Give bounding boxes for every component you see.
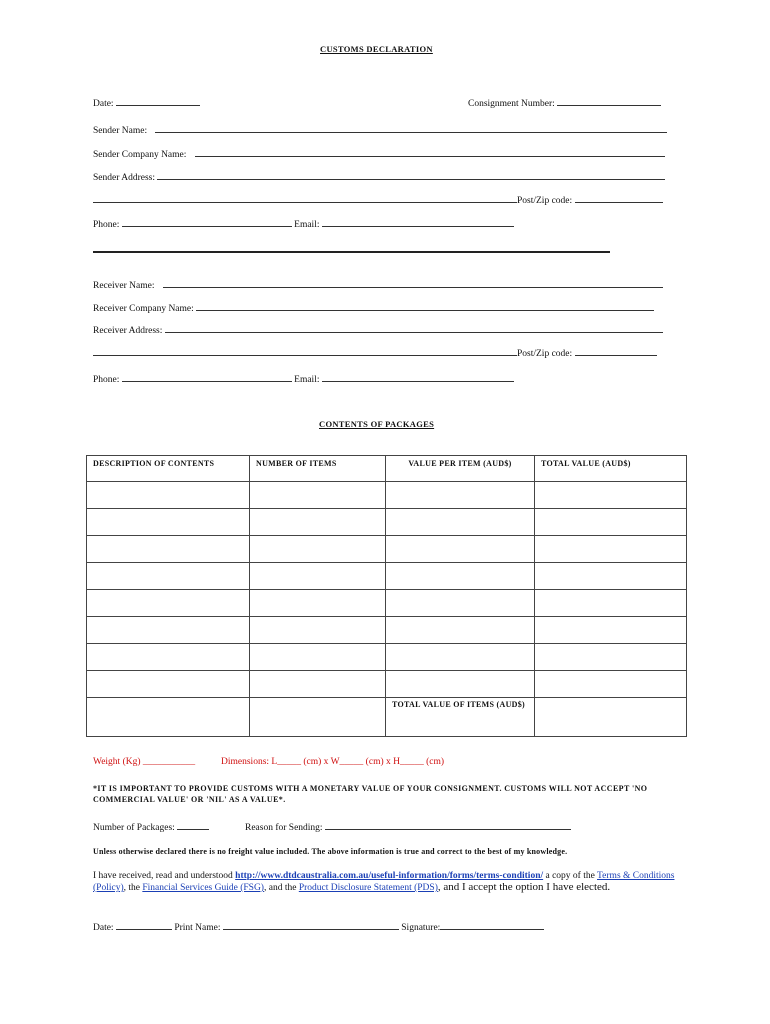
description-cell[interactable] xyxy=(87,590,250,617)
sender-address-field[interactable] xyxy=(93,170,665,183)
sender-address-line2[interactable] xyxy=(93,193,517,203)
description-cell[interactable] xyxy=(87,563,250,590)
number-cell[interactable] xyxy=(250,671,386,698)
sender-address-line2-field[interactable] xyxy=(93,193,663,206)
receiver-postzip-label: Post/Zip code: xyxy=(517,349,573,359)
table-row xyxy=(87,671,687,698)
agreement-middle: , and the xyxy=(263,883,299,893)
receiver-company-field[interactable] xyxy=(93,301,654,314)
consignment-number-label: Consignment Number: xyxy=(468,99,555,109)
number-of-packages-field[interactable] xyxy=(93,820,209,833)
consignment-number-line[interactable] xyxy=(557,96,661,106)
number-cell[interactable] xyxy=(250,644,386,671)
receiver-name-line[interactable] xyxy=(163,278,663,288)
value-cell[interactable] xyxy=(386,590,535,617)
sender-phone-line[interactable] xyxy=(122,217,292,227)
total-cell[interactable] xyxy=(535,617,687,644)
table-row xyxy=(87,482,687,509)
contents-table xyxy=(86,455,687,737)
receiver-phone-line[interactable] xyxy=(122,372,292,382)
number-cell[interactable] xyxy=(250,590,386,617)
total-row xyxy=(87,698,687,737)
table-row xyxy=(87,590,687,617)
receiver-name-label: Receiver Name: xyxy=(93,281,155,291)
signature-label: Signature: xyxy=(401,923,441,933)
reason-for-sending-field[interactable] xyxy=(245,820,571,833)
date-label: Date: xyxy=(93,99,114,109)
value-cell[interactable] xyxy=(386,536,535,563)
print-name-line[interactable] xyxy=(223,920,399,930)
consignment-number-field[interactable] xyxy=(468,96,661,109)
header-number-of-items: NUMBER OF ITEMS xyxy=(250,456,386,482)
description-cell[interactable] xyxy=(87,482,250,509)
pds-link[interactable]: Product Disclosure Statement (PDS) xyxy=(298,883,438,893)
description-cell[interactable] xyxy=(87,671,250,698)
sender-name-field[interactable] xyxy=(93,123,667,136)
receiver-company-line[interactable] xyxy=(196,301,654,311)
total-cell[interactable] xyxy=(535,482,687,509)
terms-conditions-link[interactable]: Terms & Conditions (Policy) xyxy=(93,871,675,893)
terms-url-link[interactable]: http://www.dtdcaustralia.com.au/useful-information/forms/terms-condition/ xyxy=(235,871,544,881)
date-field[interactable] xyxy=(93,96,200,109)
dimensions-field[interactable]: Dimensions: L_____ (cm) x W_____ (cm) x H_____ (cm) xyxy=(221,757,445,767)
description-cell[interactable] xyxy=(87,617,250,644)
sender-postzip-label: Post/Zip code: xyxy=(517,196,573,206)
table-row xyxy=(87,617,687,644)
page-title: CUSTOMS DECLARATION xyxy=(320,44,433,54)
sender-company-field[interactable] xyxy=(93,147,665,160)
sender-phone-email-field[interactable] xyxy=(93,217,514,230)
value-cell[interactable] xyxy=(386,509,535,536)
receiver-name-field[interactable] xyxy=(93,278,663,291)
total-cell[interactable] xyxy=(535,671,687,698)
weight-field[interactable]: Weight (Kg) ___________ xyxy=(93,757,196,767)
receiver-phone-email-field[interactable] xyxy=(93,372,514,385)
table-row xyxy=(87,563,687,590)
number-cell[interactable] xyxy=(250,509,386,536)
reason-for-sending-line[interactable] xyxy=(325,820,571,830)
value-cell[interactable] xyxy=(386,644,535,671)
agreement-middle: a copy of the xyxy=(543,871,598,881)
contents-title: CONTENTS OF PACKAGES xyxy=(319,419,435,429)
sender-phone-label: Phone: xyxy=(93,220,120,230)
sender-company-label: Sender Company Name: xyxy=(93,150,187,160)
header-description: DESCRIPTION OF CONTENTS xyxy=(87,456,250,482)
total-value-label: TOTAL VALUE OF ITEMS (AUD$) xyxy=(386,698,535,737)
total-cell[interactable] xyxy=(535,644,687,671)
number-cell[interactable] xyxy=(250,482,386,509)
receiver-email-line[interactable] xyxy=(322,372,514,382)
value-cell[interactable] xyxy=(386,482,535,509)
value-cell[interactable] xyxy=(386,563,535,590)
sender-email-label: Email: xyxy=(294,220,320,230)
header-total-value: TOTAL VALUE (AUD$) xyxy=(535,456,687,482)
sender-name-label: Sender Name: xyxy=(93,126,148,136)
total-cell[interactable] xyxy=(535,590,687,617)
reason-for-sending-label: Reason for Sending: xyxy=(245,823,323,833)
number-cell[interactable] xyxy=(250,698,386,737)
receiver-postzip-line[interactable] xyxy=(575,346,657,356)
number-cell[interactable] xyxy=(250,617,386,644)
header-value-per-item: VALUE PER ITEM (AUD$) xyxy=(386,456,535,482)
sender-address-label: Sender Address: xyxy=(93,173,156,183)
table-row xyxy=(87,536,687,563)
receiver-company-label: Receiver Company Name: xyxy=(93,304,194,314)
sender-email-line[interactable] xyxy=(322,217,514,227)
fsg-link[interactable]: Financial Services Guide (FSG) xyxy=(142,883,264,893)
receiver-address-label: Receiver Address: xyxy=(93,326,163,336)
footer-date-line[interactable] xyxy=(116,920,172,930)
sender-postzip-line[interactable] xyxy=(575,193,663,203)
receiver-address-line2-field[interactable] xyxy=(93,346,657,359)
receiver-phone-label: Phone: xyxy=(93,375,120,385)
important-notice: *IT IS IMPORTANT TO PROVIDE CUSTOMS WITH A MONETARY VALUE OF YOUR CONSIGNMENT. CUSTOMS WILL NOT ACCEPT 'NO COMMERCIAL VALUE' OR 'NIL' AS A VALUE*. xyxy=(93,784,648,804)
print-name-label: Print Name: xyxy=(174,923,221,933)
number-cell[interactable] xyxy=(250,563,386,590)
agreement-middle: , the xyxy=(123,883,143,893)
receiver-address-field[interactable] xyxy=(93,323,663,336)
value-cell[interactable] xyxy=(386,671,535,698)
description-cell[interactable] xyxy=(87,644,250,671)
table-row xyxy=(87,509,687,536)
sender-address-line[interactable] xyxy=(157,170,665,180)
value-cell[interactable] xyxy=(386,617,535,644)
footer-date-label: Date: xyxy=(93,923,114,933)
description-cell[interactable] xyxy=(87,698,250,737)
contents-header-row xyxy=(87,456,687,482)
section-divider xyxy=(93,251,610,253)
footer-signature-row xyxy=(93,920,544,933)
description-cell[interactable] xyxy=(87,509,250,536)
number-of-packages-line[interactable] xyxy=(177,820,209,830)
sender-company-line[interactable] xyxy=(195,147,665,157)
agreement-suffix: , and I accept the option I have elected. xyxy=(437,881,611,893)
number-of-packages-label: Number of Packages: xyxy=(93,823,175,833)
agreement-text xyxy=(93,871,678,894)
date-line[interactable] xyxy=(116,96,200,106)
receiver-address-line2[interactable] xyxy=(93,346,517,356)
freight-notice: Unless otherwise declared there is no freight value included. The above information is true and correct to the best of my knowledge. xyxy=(93,847,568,856)
total-cell[interactable] xyxy=(535,536,687,563)
total-cell[interactable] xyxy=(535,509,687,536)
signature-line[interactable] xyxy=(440,920,544,930)
agreement-prefix: I have received, read and understood xyxy=(93,871,236,881)
total-value-cell[interactable] xyxy=(535,698,687,737)
receiver-address-line[interactable] xyxy=(165,323,663,333)
number-cell[interactable] xyxy=(250,536,386,563)
sender-name-line[interactable] xyxy=(155,123,667,133)
total-cell[interactable] xyxy=(535,563,687,590)
table-row xyxy=(87,644,687,671)
receiver-email-label: Email: xyxy=(294,375,320,385)
description-cell[interactable] xyxy=(87,536,250,563)
